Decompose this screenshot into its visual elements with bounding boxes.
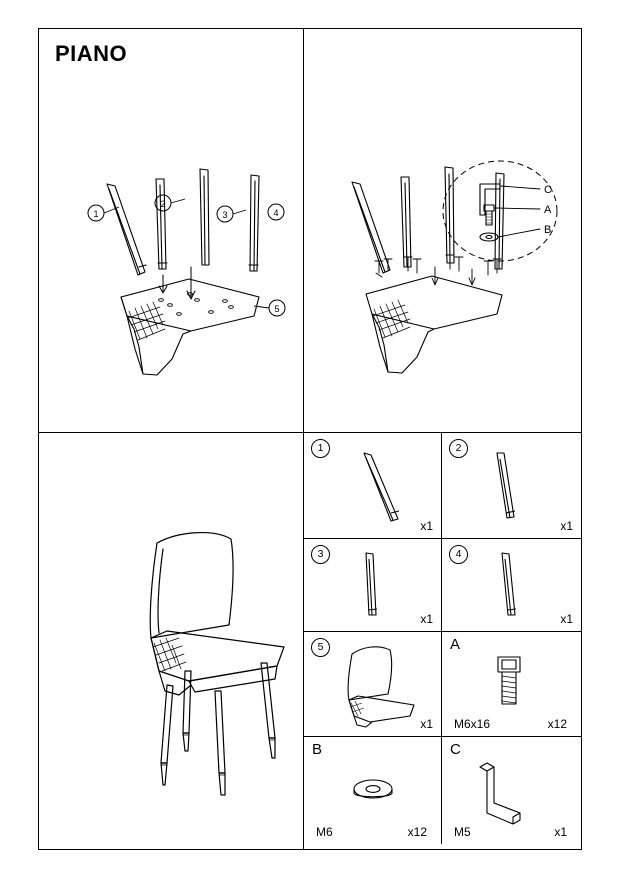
part-spec-b: M6: [316, 825, 333, 839]
part-spec-c: M5: [454, 825, 471, 839]
svg-text:4: 4: [273, 208, 279, 218]
part-qty-4: x1: [560, 612, 573, 626]
part-cell-4: [442, 539, 581, 632]
page-title: PIANO: [55, 41, 128, 66]
assembled-chair-panel: [39, 433, 304, 849]
part-qty-5: x1: [420, 717, 433, 731]
step-2-illustration: [304, 29, 581, 433]
svg-text:1: 1: [93, 209, 99, 219]
part-letter-a: A: [450, 636, 461, 653]
callout-label-c: C: [544, 184, 552, 196]
part-spec-a: M6x16: [454, 717, 491, 731]
part-cell-c: [442, 737, 581, 844]
svg-text:2: 2: [160, 199, 166, 209]
assembled-chair-illustration: [39, 433, 304, 848]
instruction-sheet: [38, 28, 582, 850]
part-qty-b: x12: [407, 825, 427, 839]
part-cell-b: [304, 737, 442, 844]
part-badge-3: 3: [311, 545, 330, 564]
bottom-row: [39, 433, 581, 849]
svg-text:5: 5: [274, 304, 280, 314]
part-qty-2: x1: [560, 519, 573, 533]
part-cell-1: [304, 433, 442, 539]
part-qty-c: x1: [554, 825, 567, 839]
svg-text:3: 3: [222, 210, 228, 220]
part-badge-4: 4: [449, 545, 468, 564]
part-badge-2: 2: [449, 439, 468, 458]
part-cell-5: [304, 632, 442, 737]
callout-label-b: B: [544, 224, 552, 236]
part-cell-2: [442, 433, 581, 539]
part-cell-a: [442, 632, 581, 737]
part-qty-a: x12: [547, 717, 567, 731]
top-row: [39, 29, 581, 433]
step-1-panel: [39, 29, 304, 432]
step-1-illustration: [39, 29, 304, 433]
part-qty-3: x1: [420, 612, 433, 626]
part-letter-b: B: [312, 741, 323, 758]
part-qty-1: x1: [420, 519, 433, 533]
part-letter-c: C: [450, 741, 461, 758]
callout-label-a: A: [544, 204, 552, 216]
part-badge-1: 1: [311, 439, 330, 458]
part-cell-3: [304, 539, 442, 632]
step-2-panel: [304, 29, 581, 432]
part-badge-5: 5: [311, 638, 330, 657]
parts-list: [304, 433, 581, 849]
